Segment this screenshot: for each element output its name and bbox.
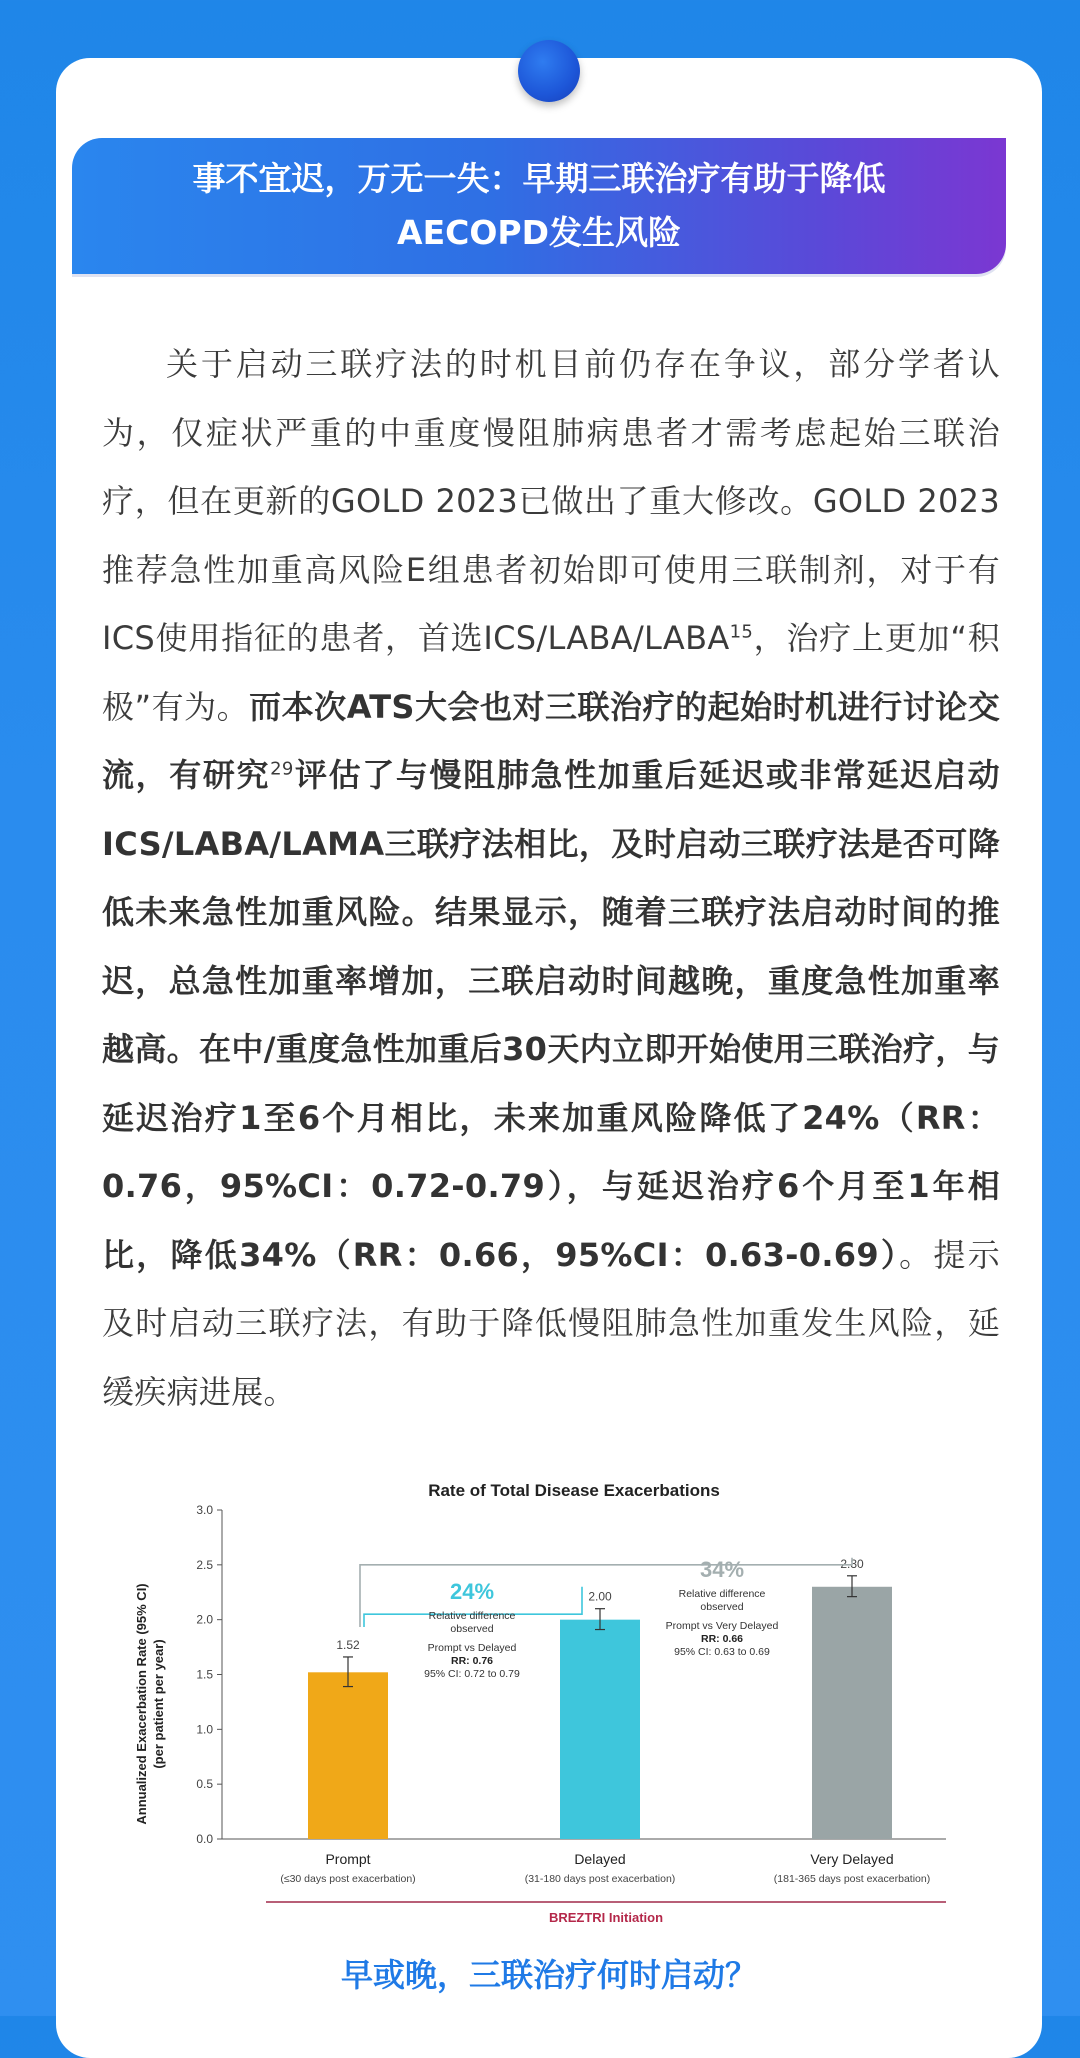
annotation-percent: 34% bbox=[699, 1557, 745, 1582]
annotation-line: Relative difference bbox=[678, 1588, 766, 1600]
article-body bbox=[102, 330, 1000, 1426]
y-tick-label: 1.5 bbox=[196, 1667, 213, 1682]
exacerbation-chart bbox=[126, 1466, 976, 1936]
annotation-line: Prompt vs Delayed bbox=[427, 1642, 517, 1654]
y-tick-label: 0.5 bbox=[196, 1777, 213, 1792]
annotation-line: observed bbox=[700, 1601, 744, 1613]
annotation-line: observed bbox=[450, 1623, 494, 1635]
y-tick-label: 1.0 bbox=[196, 1722, 213, 1737]
banner-title bbox=[139, 152, 939, 260]
article-paragraph bbox=[102, 330, 1000, 1426]
bar-delayed bbox=[560, 1620, 640, 1839]
bold-text-run: 而本次ATS大会也对三联治疗的起始时机进行讨论交流，有研究 bbox=[102, 687, 1000, 794]
annotation-line: Prompt vs Very Delayed bbox=[665, 1620, 779, 1632]
title-banner bbox=[72, 138, 1006, 274]
banner-title-line2: AECOPD发生风险 bbox=[397, 213, 681, 252]
annotation-ci: 95% CI: 0.63 to 0.69 bbox=[674, 1646, 770, 1658]
category-label: Delayed bbox=[574, 1851, 626, 1867]
category-label: Very Delayed bbox=[810, 1851, 894, 1867]
citation-15: 15 bbox=[729, 621, 754, 643]
annotation-percent: 24% bbox=[449, 1579, 495, 1604]
banner-title-line1: 事不宜迟，万无一失：早期三联治疗有助于降低 bbox=[192, 159, 886, 198]
citation-29: 29 bbox=[270, 758, 294, 780]
y-axis-label-line1: Annualized Exacerbation Rate (95% CI) bbox=[134, 1583, 149, 1825]
text-run: ，治疗上更加“积极”有为。 bbox=[102, 619, 1000, 726]
text-run: 。提示及时启动三联疗法，有助于降低慢阻肺急性加重发生风险，延缓疾病进展。 bbox=[102, 1235, 1000, 1411]
y-tick-label: 2.0 bbox=[196, 1612, 213, 1627]
chart-title: Rate of Total Disease Exacerbations bbox=[428, 1481, 720, 1500]
category-sublabel: (31-180 days post exacerbation) bbox=[524, 1873, 676, 1885]
value-label: 1.52 bbox=[336, 1637, 360, 1652]
x-axis-label: BREZTRI Initiation bbox=[548, 1910, 664, 1925]
annotation-ci: 95% CI: 0.72 to 0.79 bbox=[424, 1668, 520, 1680]
bold-text-run: 评估了与慢阻肺急性加重后延迟或非常延迟启动ICS/LABA/LAMA三联疗法相比，及时启动三联疗法是否可降低未来急性加重风险。结果显示，随着三联疗法启动时间的推迟，总急性加重率增加，三联启动时间越晚，重度急性加重率越高。在中/重度急性加重后30天内立即开始使用三联治疗，与延迟治疗1至6个月相比，未来加重风险降低了24%（RR：0.76，95%CI：0.72-0.79），与延迟治疗6个月至1年相比，降低34%（RR：0.66，95%CI：0.63-0.69） bbox=[102, 756, 1000, 1274]
bar-prompt bbox=[308, 1672, 388, 1839]
y-tick-label: 0.0 bbox=[196, 1832, 213, 1846]
y-tick-label: 2.5 bbox=[196, 1557, 213, 1572]
category-sublabel: (≤30 days post exacerbation) bbox=[280, 1873, 416, 1885]
value-label: 2.30 bbox=[840, 1556, 864, 1571]
category-sublabel: (181-365 days post exacerbation) bbox=[773, 1873, 931, 1885]
bar-very-delayed bbox=[812, 1587, 892, 1839]
text-run: 关于启动三联疗法的时机目前仍存在争议，部分学者认为，仅症状严重的中重度慢阻肺病患者才需考虑起始三联治疗，但在更新的GOLD 2023已做出了重大修改。GOLD 2023推荐急性加重高风险E组患者初始即可使用三联制剂，对于有ICS使用指征的患者，首选ICS/LABA/LABA bbox=[102, 345, 1000, 657]
annotation-rr: RR: 0.66 bbox=[700, 1633, 744, 1645]
annotation-line: Relative difference bbox=[428, 1610, 516, 1622]
section-heading: 早或晚，三联治疗何时启动？ bbox=[340, 1956, 757, 1994]
pin-decoration bbox=[518, 40, 580, 102]
y-axis-label-line2: (per patient per year) bbox=[151, 1639, 166, 1769]
y-tick-label: 3.0 bbox=[196, 1503, 213, 1517]
value-label: 2.00 bbox=[588, 1589, 612, 1604]
category-label: Prompt bbox=[325, 1851, 371, 1867]
annotation-rr: RR: 0.76 bbox=[450, 1655, 494, 1667]
chart-svg bbox=[126, 1466, 976, 1936]
